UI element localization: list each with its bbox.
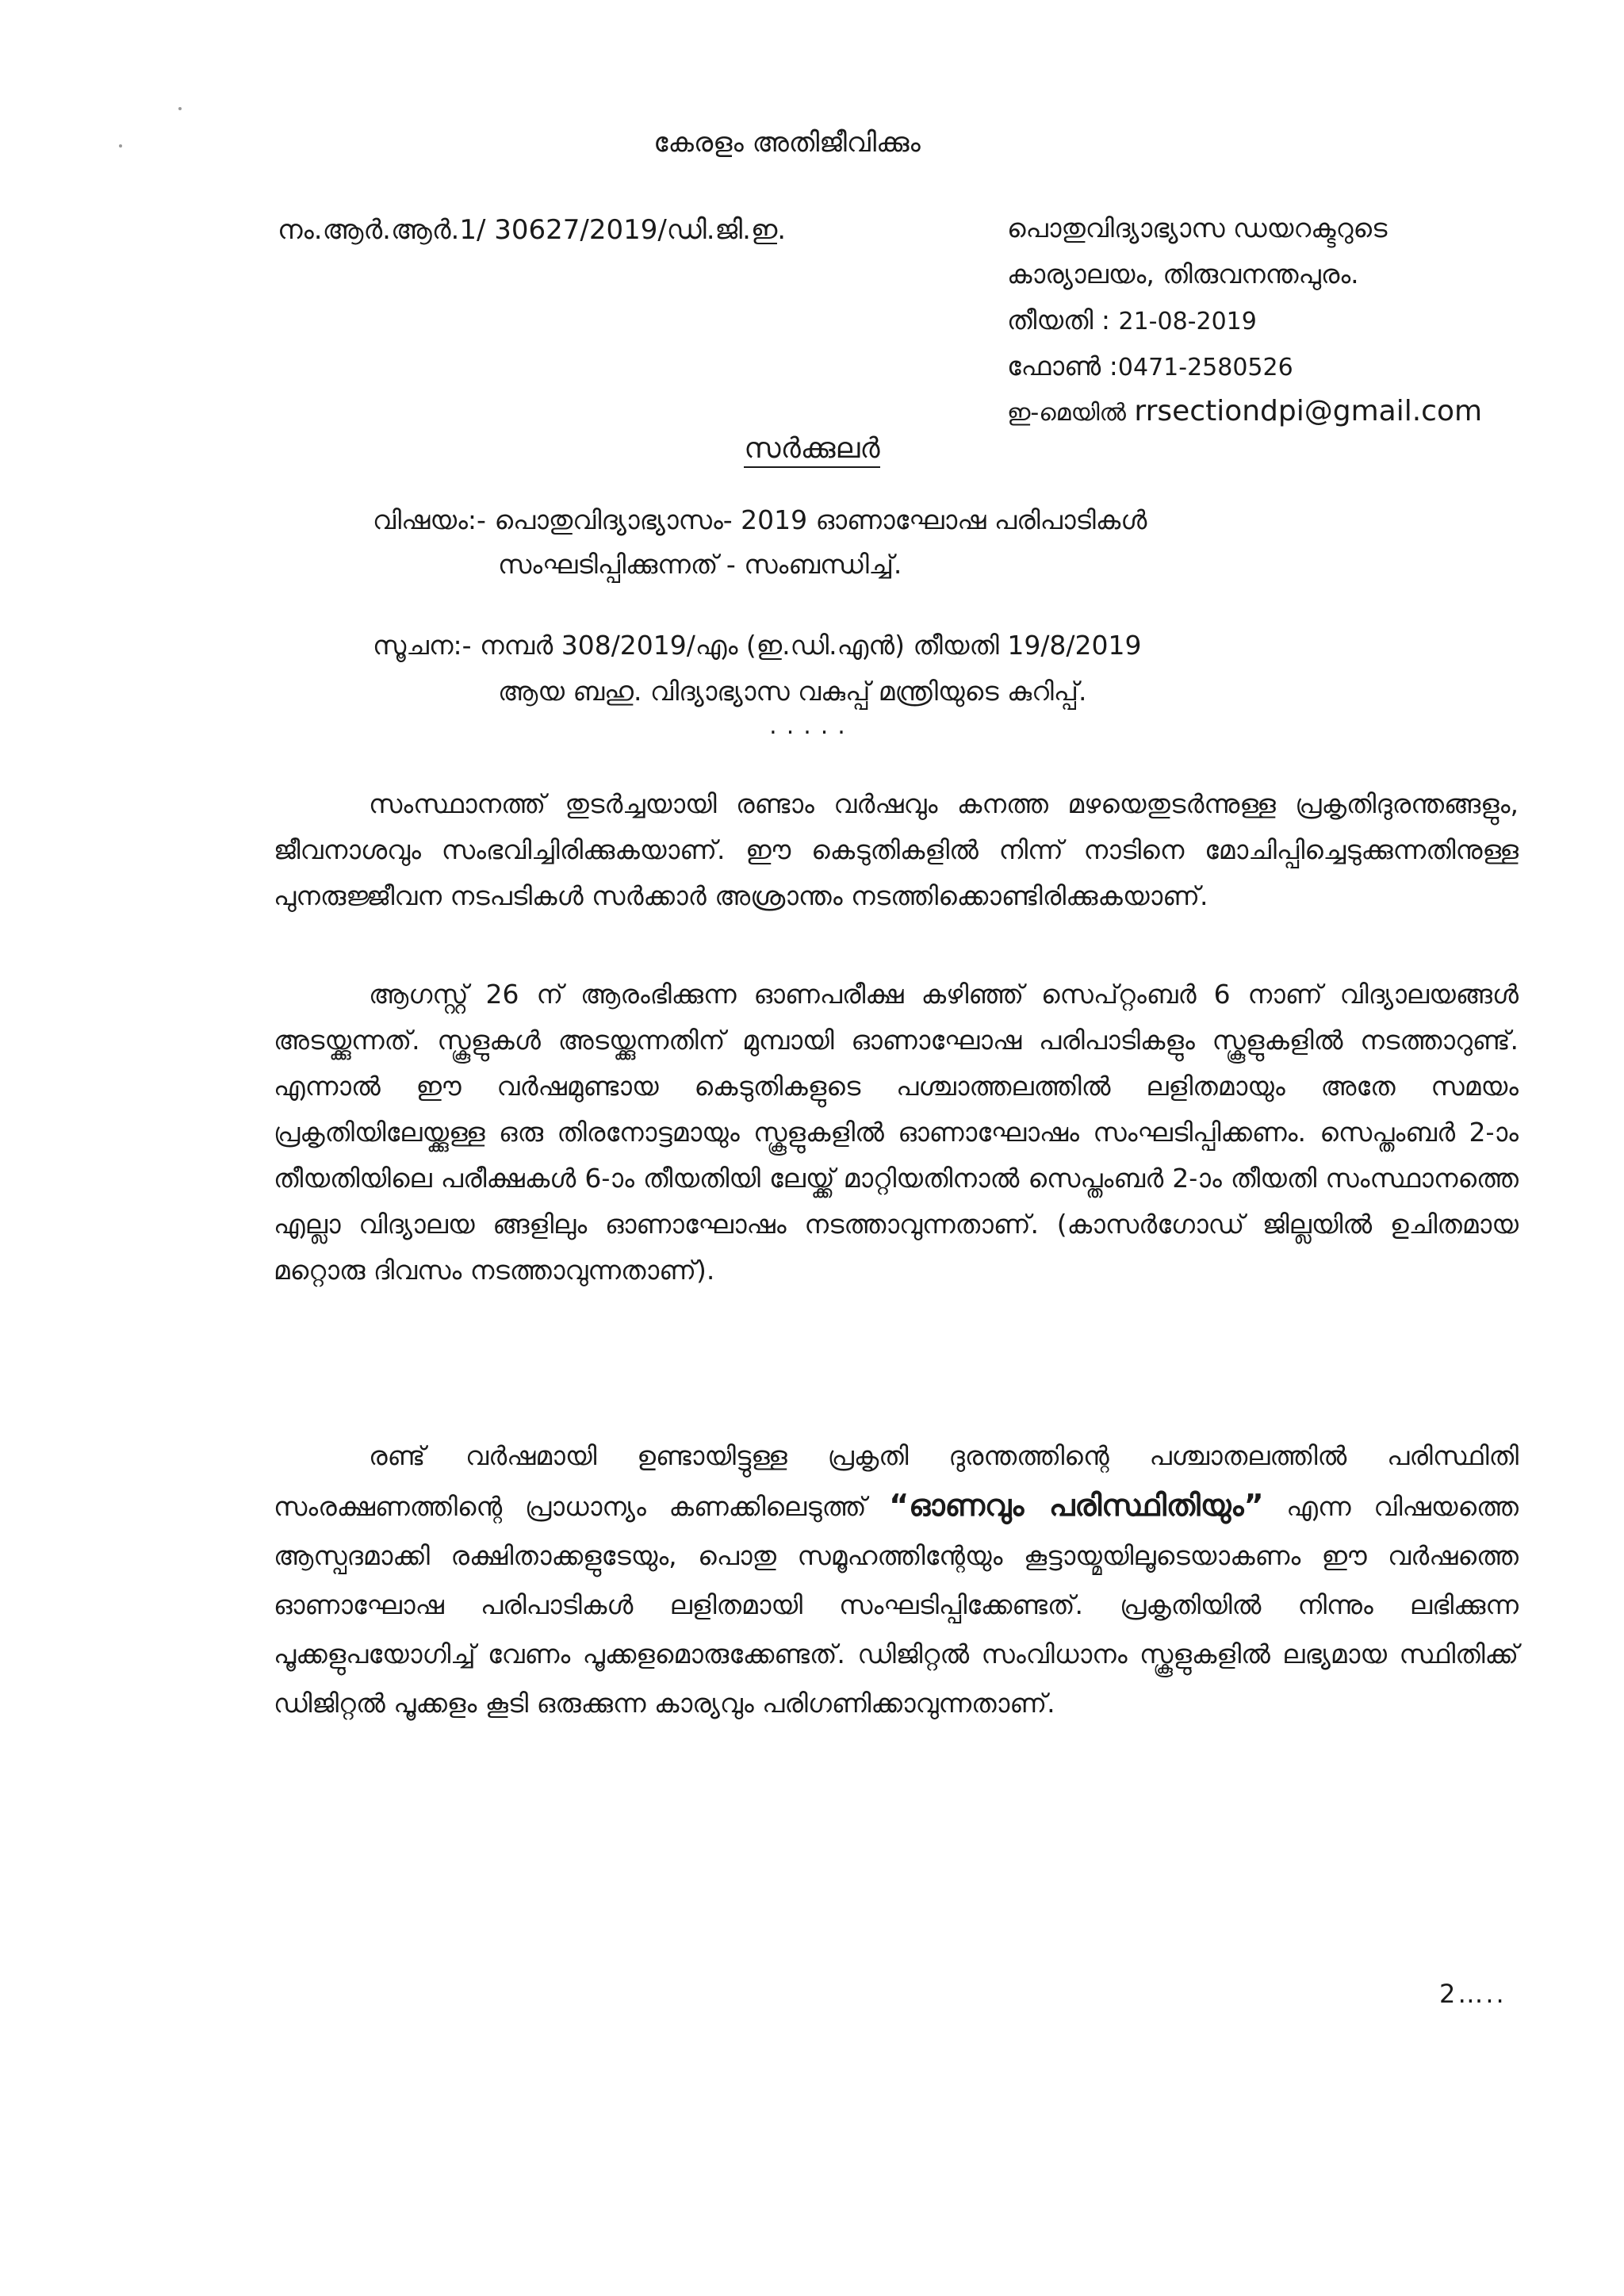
office-line-2: കാര്യാലയം, തിരുവനന്തപുരം. <box>1007 259 1359 289</box>
paragraph-1-text: സംസ്ഥാനത്ത് തുടർച്ചയായി രണ്ടാം വർഷവും കനത്ത മഴയെതുടർന്നുള്ള പ്രകൃതിദുരന്തങ്ങളും, ജീവനാശവും സംഭവിച്ചിരിക്കുകയാണ്. ഈ കെടുതികളിൽ നിന്ന് നാടിനെ മോചിപ്പിച്ചെടുക്കുന്നതിനുള്ള പുനരുജ്ജീവന നടപടികൾ സർക്കാർ അശ്രാന്തം നടത്തിക്കൊണ്ടിരിക്കുകയാണ്. <box>274 788 1519 911</box>
reference-line-2: ആയ ബഹു. വിദ്യാഭ്യാസ വകുപ്പ് മന്ത്രിയുടെ കുറിപ്പ്. <box>498 676 1087 707</box>
theme-title: “ഓണവും പരിസ്ഥിതിയും” <box>889 1488 1264 1523</box>
office-address-block <box>1007 213 1578 439</box>
scan-speck <box>178 107 182 110</box>
reference-block <box>373 623 1142 715</box>
phone-line <box>1007 351 1578 395</box>
office-line-1: പൊതുവിദ്യാഭ്യാസ ഡയറക്ടറുടെ <box>1007 213 1388 243</box>
subject-label: വിഷയം:- <box>373 504 486 535</box>
phone-value: 0471-2580526 <box>1117 354 1293 381</box>
phone-label: ഫോൺ : <box>1007 351 1118 381</box>
date-label: തീയതി : <box>1007 305 1110 335</box>
paragraph-2 <box>274 972 1519 1294</box>
date-value: 21-08-2019 <box>1118 308 1257 335</box>
paragraph-3-part-2: എന്ന വിഷയത്തെ ആസ്പദമാക്കി രക്ഷിതാക്കളുടേയും, പൊതു സമൂഹത്തിന്റേയും കൂട്ടായ്മയിലൂടെയാകണം ഈ വർഷത്തെ ഓണാഘോഷ പരിപാടികൾ ലളിതമായി സംഘടിപ്പിക്കേണ്ടത്. പ്രകൃതിയിൽ നിന്നും ലഭിക്കുന്ന പൂക്കളുപയോഗിച്ച് വേണം പൂക്കളമൊരുക്കേണ്ടത്. ഡിജിറ്റൽ സംവിധാനം സ്കൂളുകളിൽ ലഭ്യമായ സ്ഥിതിക്ക് ഡിജിറ്റൽ പൂക്കളം കൂടി ഒരുക്കുന്ന കാര്യവും പരിഗണിക്കാവുന്നതാണ്. <box>274 1491 1519 1719</box>
email-label: ഇ-മെയിൽ <box>1007 399 1126 427</box>
paragraph-3-part-1: രണ്ട് വർഷമായി ഉണ്ടായിട്ടുള്ള പ്രകൃതി ദുരന്തത്തിന്റെ പശ്ചാതലത്തിൽ പരിസ്ഥിതി സംരക്ഷണത്തിന്റെ പ്രാധാന്യം കണക്കിലെടുത്ത് <box>274 1440 1519 1522</box>
motto: കേരളം അതിജീവിക്കും <box>653 127 921 159</box>
paragraph-2-text: ആഗസ്റ്റ് 26 ന് ആരംഭിക്കുന്ന ഓണപരീക്ഷ കഴിഞ്ഞ് സെപ്റ്റംബർ 6 നാണ് വിദ്യാലയങ്ങൾ അടയ്ക്കുന്നത്. സ്കൂളുകൾ അടയ്ക്കുന്നതിന് മുമ്പായി ഓണാഘോഷ പരിപാടികളും സ്കൂളുകളിൽ നടത്താറുണ്ട്. എന്നാൽ ഈ വർഷമുണ്ടായ കെടുതികളുടെ പശ്ചാത്തലത്തിൽ ലളിതമായും അതേ സമയം പ്രകൃതിയിലേയ്ക്കുള്ള ഒരു തിരനോട്ടമായും സ്കൂളുകളിൽ ഓണാഘോഷം സംഘടിപ്പിക്കണം. സെപ്തംബർ 2-ാം തീയതിയിലെ പരീക്ഷകൾ 6-ാം തീയതിയി ലേയ്ക്ക് മാറ്റിയതിനാൽ സെപ്തംബർ 2-ാം തീയതി സംസ്ഥാനത്തെ എല്ലാ വിദ്യാലയ ങ്ങളിലും ഓണാഘോഷം നടത്താവുന്നതാണ്. (കാസർഗോഡ് ജില്ലയിൽ ഉചിതമായ മറ്റൊരു ദിവസം നടത്താവുന്നതാണ്). <box>274 979 1519 1286</box>
paragraph-3 <box>274 1432 1519 1728</box>
subject-block <box>373 498 1147 587</box>
subject-line-2: സംഘടിപ്പിക്കുന്നത് - സംബന്ധിച്ച്. <box>498 549 902 580</box>
reference-line-1: നമ്പർ 308/2019/എം (ഇ.ഡി.എൻ) തീയതി 19/8/2019 <box>480 630 1142 661</box>
reference-label: സൂചന:- <box>373 630 472 661</box>
page-number: 2….. <box>1439 1979 1507 2009</box>
document-heading <box>0 432 1624 466</box>
heading-text: സർക്കുലർ <box>744 432 879 468</box>
subject-line-1: പൊതുവിദ്യാഭ്യാസം- 2019 ഓണാഘോഷ പരിപാടികൾ <box>494 504 1147 535</box>
date-line <box>1007 305 1578 351</box>
email-value: rrsectiondpi@gmail.com <box>1134 395 1483 427</box>
reference-number: നം.ആർ.ആർ.1/ 30627/2019/ഡി.ജി.ഇ. <box>278 214 787 246</box>
paragraph-3-text <box>274 1432 1519 1728</box>
paragraph-1 <box>274 781 1519 919</box>
separator-dots: ..... <box>769 712 855 740</box>
